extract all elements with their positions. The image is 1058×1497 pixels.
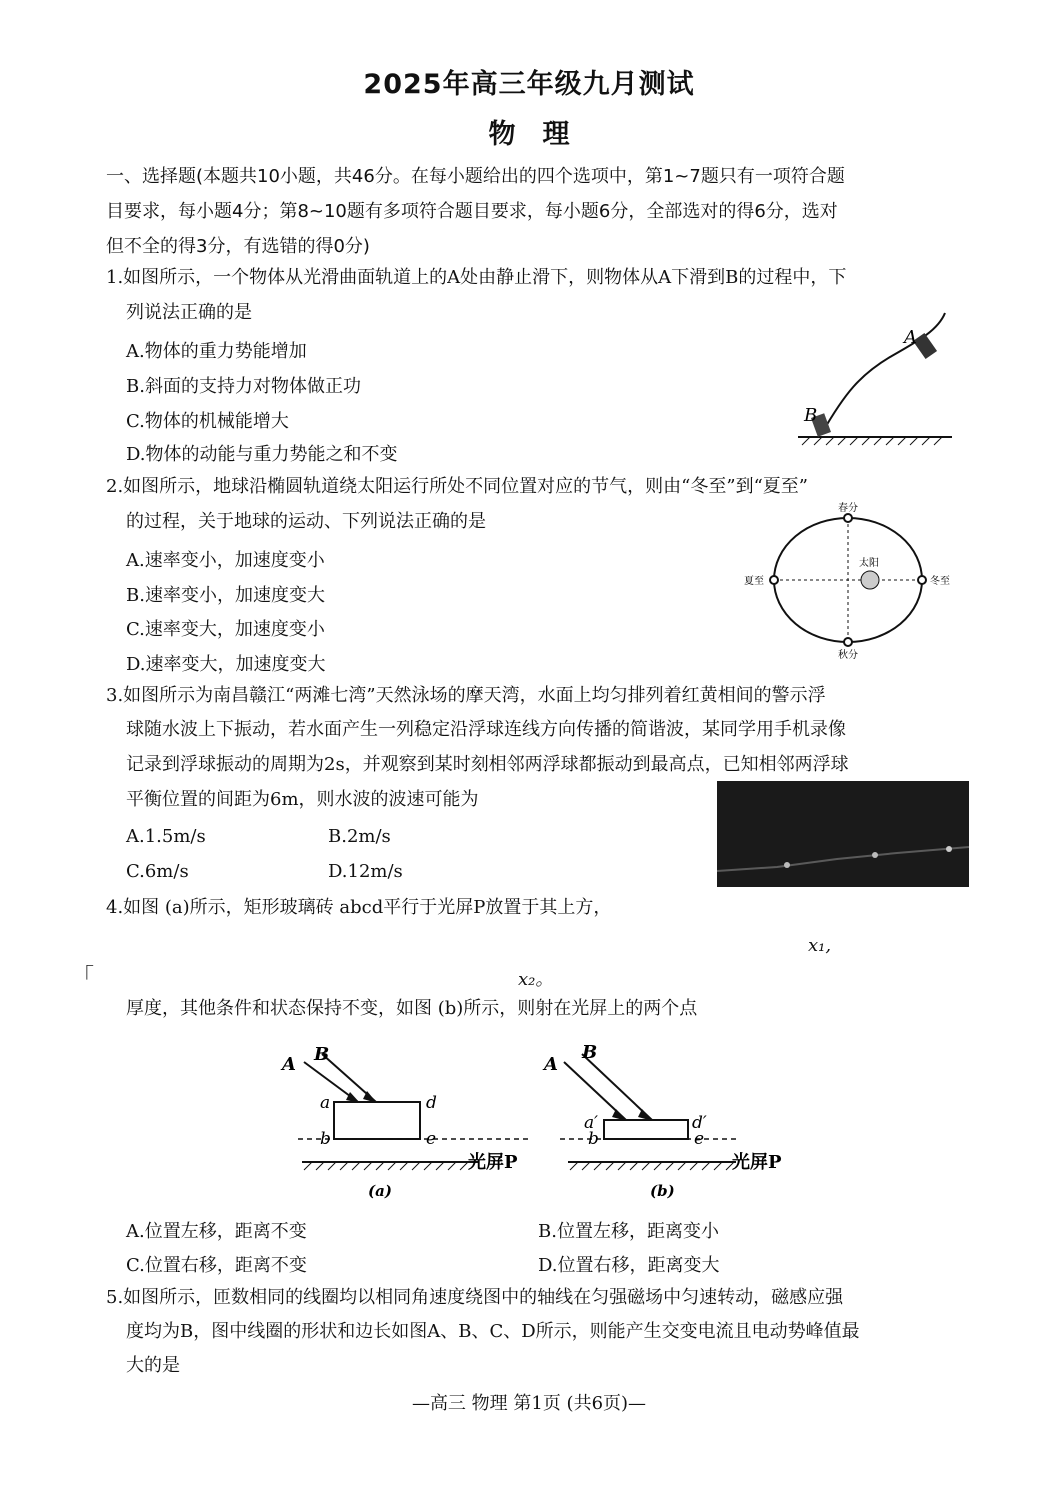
q4-stem-line3: 厚度，其他条件和状态保持不变，如图 (b)所示，则射在光屏上的两个点 xyxy=(126,998,698,1019)
q3-buoy xyxy=(784,862,790,868)
section-instructions-line3: 但不全的得3分，有选错的得0分) xyxy=(106,236,370,257)
q3-option-a: A.1.5m/s xyxy=(126,826,206,847)
q4-fragment-x1: x₁, xyxy=(808,935,832,956)
q1-option-b: B.斜面的支持力对物体做正功 xyxy=(126,376,361,397)
q2-stem-line2: 的过程，关于地球的运动、下列说法正确的是 xyxy=(126,511,486,532)
q1-stem-line1: 1.如图所示，一个物体从光滑曲面轨道上的A处由静止滑下，则物体从A下滑到B的过程中，下 xyxy=(106,267,847,288)
q4-option-c: C.位置右移，距离不变 xyxy=(126,1255,307,1276)
q1-option-a: A.物体的重力势能增加 xyxy=(126,341,307,362)
q3-option-b: B.2m/s xyxy=(328,826,391,847)
q2-option-a: A.速率变小，加速度变小 xyxy=(126,550,325,571)
q4a-glass-brick xyxy=(334,1102,420,1139)
q3-stem-line1: 3.如图所示为南昌赣江“两滩七湾”天然泳场的摩天湾，水面上均匀排列着红黄相间的警示浮 xyxy=(106,685,826,706)
q1-stem-line2: 列说法正确的是 xyxy=(126,302,252,323)
q4b-label-b: b xyxy=(588,1129,599,1149)
q2-label-winter-solstice: 冬至 xyxy=(930,576,950,587)
q5-stem-line1: 5.如图所示，匝数相同的线圈均以相同角速度绕图中的轴线在匀强磁场中匀速转动，磁感应强 xyxy=(106,1287,844,1308)
q4-fragment-bracket: 「 xyxy=(72,965,95,990)
q2-sun xyxy=(861,571,879,589)
section-instructions-line1: 一、选择题(本题共10小题，共46分。在每小题给出的四个选项中，第1~7题只有一项符合题 xyxy=(106,166,845,187)
q4b-label-B: B xyxy=(582,1042,598,1063)
q4a-label-A: A xyxy=(282,1054,296,1075)
page-footer: —高三 物理 第1页 (共6页)— xyxy=(411,1393,647,1414)
q4a-label-b: b xyxy=(320,1129,331,1149)
q4a-label-e: e xyxy=(426,1129,437,1149)
q4-stem-line1: 4.如图 (a)所示，矩形玻璃砖 abcd平行于光屏P放置于其上方， xyxy=(106,897,612,918)
q3-stem-line3: 记录到浮球振动的周期为2s，并观察到某时刻相邻两浮球都振动到最高点，已知相邻两浮球 xyxy=(126,754,849,775)
q3-option-d: D.12m/s xyxy=(328,861,403,882)
q3-buoy-photo xyxy=(717,781,969,887)
q4b-caption: (b) xyxy=(650,1182,675,1200)
exam-title: 2025年高三年级九月测试 xyxy=(363,69,695,100)
q4-fragment-x2: x₂。 xyxy=(518,969,554,990)
q3-stem-line2: 球随水波上下振动，若水面产生一列稳定沿浮球连线方向传播的简谐波，某同学用手机录像 xyxy=(126,719,846,740)
q2-option-d: D.速率变大，加速度变大 xyxy=(126,654,326,675)
q2-orbit-figure xyxy=(740,498,960,666)
q5-stem-line3: 大的是 xyxy=(126,1355,180,1376)
q2-label-sun: 太阳 xyxy=(859,558,879,569)
section-instructions-line2: 目要求，每小题4分；第8~10题有多项符合题目要求，每小题6分，全部选对的得6分，选对 xyxy=(106,201,838,222)
q4b-label-e: e xyxy=(694,1129,705,1149)
q2-stem-line1: 2.如图所示，地球沿椭圆轨道绕太阳运行所处不同位置对应的节气，则由“冬至”到“夏至” xyxy=(106,476,808,497)
q2-label-autumn-equinox: 秋分 xyxy=(838,650,858,661)
q1-option-c: C.物体的机械能增大 xyxy=(126,411,289,432)
subject-title: 物 理 xyxy=(488,119,570,150)
q3-stem-line4: 平衡位置的间距为6m，则水波的波速可能为 xyxy=(126,789,479,810)
q4b-glass-brick xyxy=(604,1120,688,1139)
q2-option-b: B.速率变小，加速度变大 xyxy=(126,585,325,606)
q2-label-summer-solstice: 夏至 xyxy=(744,576,764,587)
q3-buoy xyxy=(946,846,952,852)
q4a-label-d: d xyxy=(426,1093,437,1113)
q4-figure-a xyxy=(278,1040,538,1206)
q4b-label-A: A xyxy=(544,1054,558,1075)
q4a-label-B: B xyxy=(314,1044,330,1065)
q4a-label-a: a xyxy=(320,1093,331,1113)
q4b-label-screen: 光屏P xyxy=(732,1152,782,1173)
q4-option-d: D.位置右移，距离变大 xyxy=(538,1255,720,1276)
q4-option-b: B.位置左移，距离变小 xyxy=(538,1221,719,1242)
q3-buoy xyxy=(872,852,878,858)
q2-label-spring-equinox: 春分 xyxy=(838,503,858,514)
q1-curved-track-figure xyxy=(790,305,960,450)
q1-option-d: D.物体的动能与重力势能之和不变 xyxy=(126,444,398,465)
q1-label-b: B xyxy=(804,405,818,426)
q4b-label-a-prime: a′ xyxy=(584,1113,598,1133)
q4b-label-d-prime: d′ xyxy=(692,1113,707,1133)
q3-option-c: C.6m/s xyxy=(126,861,189,882)
q4a-caption: (a) xyxy=(368,1182,392,1200)
q2-option-c: C.速率变大，加速度变小 xyxy=(126,619,325,640)
q1-label-a: A xyxy=(904,327,917,348)
q4-option-a: A.位置左移，距离不变 xyxy=(126,1221,307,1242)
q4-figure-b xyxy=(540,1040,800,1206)
q5-stem-line2: 度均为B，图中线圈的形状和边长如图A、B、C、D所示，则能产生交变电流且电动势峰值最 xyxy=(126,1321,860,1342)
q4a-label-screen: 光屏P xyxy=(468,1152,518,1173)
